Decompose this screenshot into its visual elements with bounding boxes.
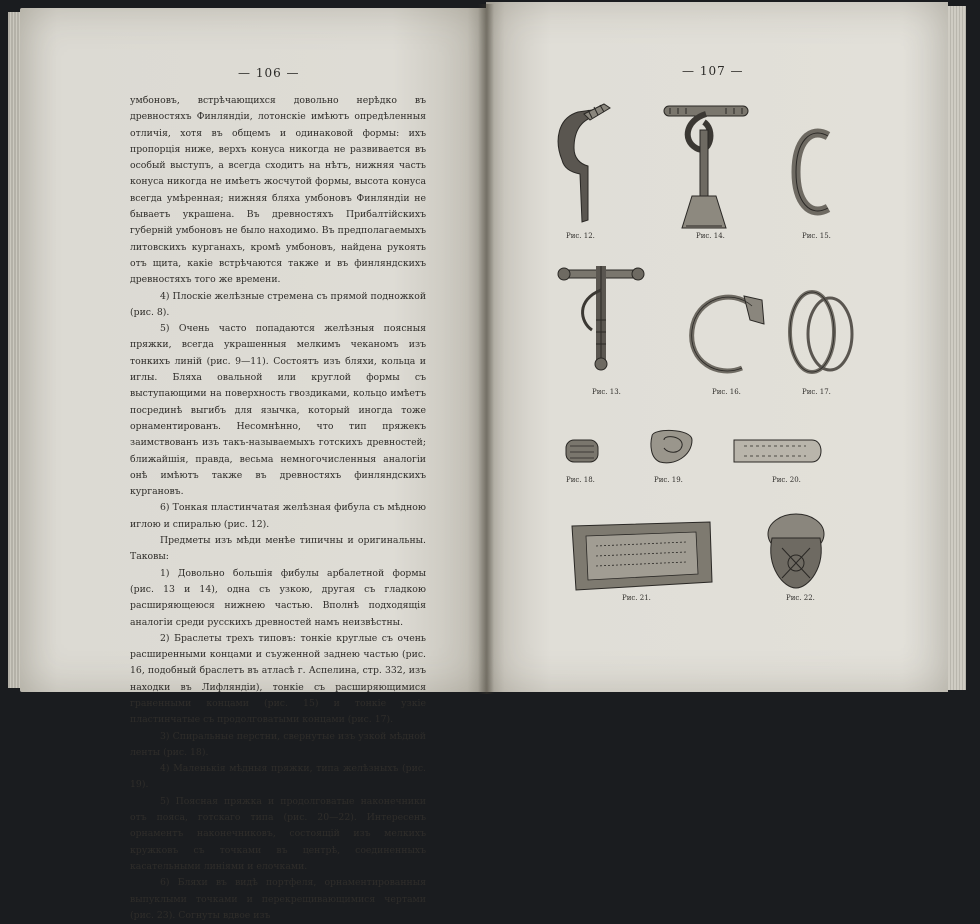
paragraph: 4) Маленькія мѣдныя пряжки, типа желѣзныхъ (рис. 19). (130, 763, 426, 791)
paragraph: 3) Спиральные перстни, свернутые изъ узкой мѣдной ленты (рис. 18). (130, 730, 426, 758)
fibula-13-illustration (556, 260, 646, 380)
paragraph: 2) Браслеты трехъ типовъ: тонкіе круглые съ очень расширенными концами и съуженной заднею частью (рис. 16, подобный браслетъ въ атласѣ г. Аспелина, стр. 332, изъ находки въ Лифляндіи), тонкіе съ расширяющимися граненными концами (рис. 15) и тонкіе узкіе пластинчатые съ продолговатыми концами (рис. 17). (130, 632, 426, 726)
paragraph: 5) Поясная пряжка и продолговатые наконечники отъ пояса, готскаго типа (рис. 20—22). Интересенъ орнаментъ наконечниковъ, состоящій изъ мелкихъ кружковъ съ точками въ центрѣ, соединенныхъ касательными линіями и елочками. (130, 795, 426, 872)
page-number-107: — 107 — (682, 64, 744, 78)
left-page (20, 8, 486, 921)
fibula-14-illustration (656, 100, 756, 235)
bracelet-17-illustration (782, 282, 862, 382)
bracelet-15-illustration (790, 122, 840, 222)
right-page-edges (948, 6, 966, 690)
caption-fig-12: Рис. 12. (566, 232, 595, 240)
caption-fig-13: Рис. 13. (592, 388, 621, 396)
caption-fig-20: Рис. 20. (772, 476, 801, 484)
paragraph: умбоновъ, встрѣчающихся довольно нерѣдко въ древностяхъ Финляндіи, лотонскіе имѣютъ опредѣленныя отличія, хотя въ общемъ и одинаковой формы: ихъ пропорція ниже, верхъ конуса никогда не развивается въ особый выступъ, а всегда сходитъ на нѣтъ, нижняя часть конуса никогда не имѣетъ жосчутой формы, высота конуса всегда умѣренная; нижняя бляха умбоновъ Финляндіи не бываетъ украшена. Въ древностяхъ Прибалтійскихъ губерній умбоновъ не было находимо. Въ предполагаемыхъ литовскихъ курганахъ, кромѣ умбоновъ, найдена рукоять отъ щита, какіе встрѣчаются также и въ финляндскихъ древностяхъ того же времени. (130, 95, 426, 286)
caption-fig-17: Рис. 17. (802, 388, 831, 396)
caption-fig-15: Рис. 15. (802, 232, 831, 240)
right-page (486, 2, 948, 692)
paragraph: Предметы изъ мѣди менѣе типичны и оригинальны. Таковы: (130, 535, 426, 563)
left-page-text (130, 93, 426, 924)
caption-fig-21: Рис. 21. (622, 594, 651, 602)
belt-end-20-illustration (730, 434, 826, 468)
ring-18-illustration (562, 434, 602, 468)
paragraph: 4) Плоскіе желѣзные стремена съ прямой подножкой (рис. 8). (130, 290, 427, 318)
buckle-22-illustration (756, 508, 836, 592)
buckle-19-illustration (644, 426, 700, 470)
paragraph: 5) Очень часто попадаются желѣзныя поясныя пряжки, всегда украшенныя мелкимъ чеканомъ изъ тонкихъ линій (рис. 9—11). Состоятъ изъ бляхи, кольца и иглы. Бляха овальной или круглой формы съ выступающими на поверхность гвоздиками, кольцо имѣетъ посрединѣ выгибъ для язычка, который иногда тоже орнаментированъ. Несомнѣнно, что тип пряжекъ заимствованъ изъ такъ-называемыхъ готскихъ древностей; ближайшія, правда, весьма немногочисленныя аналогіи онѣ имѣютъ также въ древностяхъ финляндскихъ кургановъ. (130, 323, 426, 498)
page-number-106: — 106 — (238, 66, 300, 80)
caption-fig-14: Рис. 14. (696, 232, 725, 240)
fibula-12-illustration (544, 100, 624, 230)
caption-fig-18: Рис. 18. (566, 476, 595, 484)
paragraph: 6) Тонкая пластинчатая желѣзная фибула съ мѣдною иглою и спиралью (рис. 12). (130, 502, 426, 530)
bracelet-16-illustration (682, 286, 772, 381)
paragraph: 6) Бляхи въ видѣ портфеля, орнаментированныя выпуклыми точками и перекрещивающимися чертами (рис. 23). Согнуты вдвое изъ (130, 877, 426, 921)
plaque-21-illustration (566, 516, 716, 596)
caption-fig-16: Рис. 16. (712, 388, 741, 396)
book-gutter (478, 4, 494, 694)
paragraph: 1) Довольно большія фибулы арбалетной формы (рис. 13 и 14), одна съ узкою, другая съ гладкою расширяющеюся нижнею частью. Вполнѣ подходящія аналогіи среди русскихъ древностей намъ неизвѣстны. (130, 567, 426, 628)
caption-fig-22: Рис. 22. (786, 594, 815, 602)
caption-fig-19: Рис. 19. (654, 476, 683, 484)
